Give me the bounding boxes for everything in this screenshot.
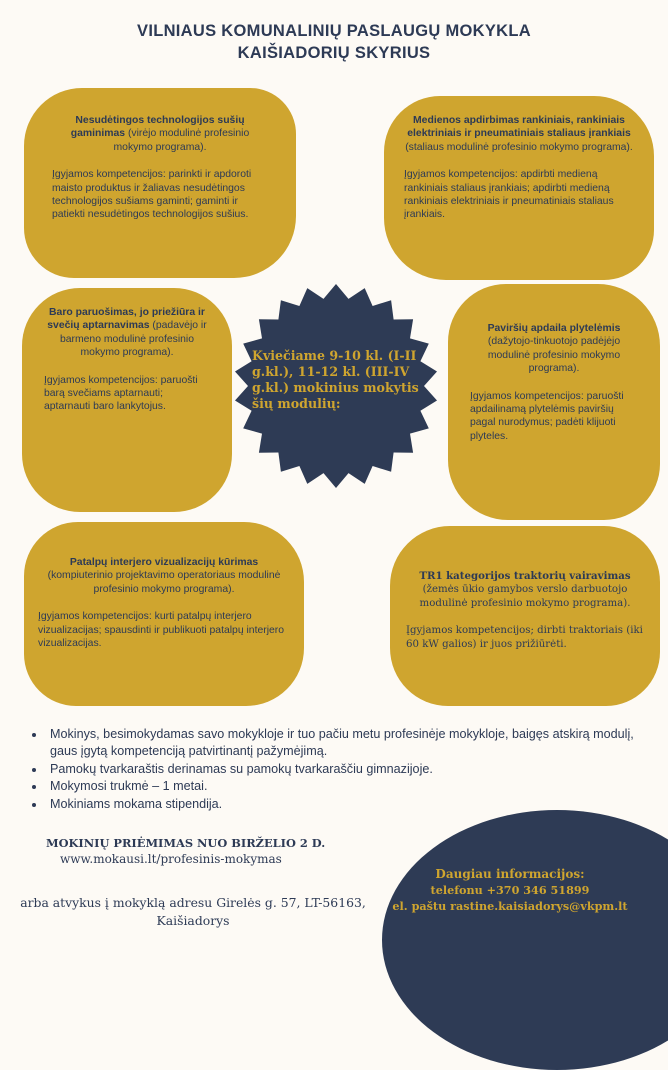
- contact-info: [392, 866, 628, 914]
- info-bullets: [32, 726, 646, 813]
- module-heading: [44, 306, 210, 360]
- admission-url[interactable]: www.mokausi.lt/profesinis-mokymas: [60, 852, 282, 866]
- module-program: (virėjo modulinė profesinio mokymo programa).: [113, 128, 250, 153]
- page-title: [0, 20, 668, 64]
- contact-circle: [382, 810, 668, 1070]
- module-heading: [406, 570, 644, 610]
- module-name: TR1 kategorijos traktorių vairavimas: [419, 570, 631, 582]
- module-name: Paviršių apdaila plytelėmis: [487, 323, 621, 334]
- module-name: Patalpų interjero vizualizacijų kūrimas: [69, 557, 259, 568]
- module-competencies: Įgyjamos kompetencijos: paruošti barą svečiams aptarnauti; aptarnauti baro lankytojus.: [44, 374, 198, 413]
- contact-phone[interactable]: telefonu +370 346 51899: [430, 883, 590, 897]
- module-program: (padavėjo ir barmeno modulinė profesinio mokymo programa).: [59, 320, 207, 359]
- module-card-tiling: [448, 284, 660, 520]
- module-program: (kompiuterinio projektavimo operatoriaus modulinė profesinio mokymo programa).: [47, 570, 281, 595]
- module-heading: [404, 114, 634, 154]
- module-name: Medienos apdirbimas rankiniais, rankiniais elektriniais ir pneumatiniais staliaus įrankiais: [407, 115, 631, 140]
- module-card-woodwork: [384, 96, 654, 280]
- module-competencies: Įgyjamos kompetencijos: kurti patalpų interjero vizualizacijas; spausdinti ir publikuoti patalpų interjero vizualizacijas.: [38, 611, 285, 650]
- module-card-bar: [22, 288, 232, 512]
- module-heading: [52, 114, 268, 154]
- module-program: (žemės ūkio gamybos verslo darbuotojo modulinė profesinio mokymo programa).: [419, 584, 631, 609]
- module-competencies: Įgyjamos kompetencijos: paruošti apdailinamą plytelėmis paviršių pagal nurodymus; padėti klijuoti plyteles.: [470, 390, 624, 442]
- module-program: (staliaus modulinė profesinio mokymo programa).: [405, 141, 633, 153]
- invitation-text: Kviečiame 9-10 kl. (I-II g.kl.), 11-12 kl. (III-IV g.kl.) mokinius mokytis šių modulių:: [252, 348, 419, 411]
- school-address: arba atvykus į mokyklą adresu Girelės g. 57, LT-56163, Kaišiadorys: [20, 895, 366, 928]
- module-competencies: Įgyjamos kompetencijos; dirbti traktoriais (iki 60 kW galios) ir juos prižiūrėti.: [406, 625, 643, 650]
- module-competencies: Įgyjamos kompetencijos: parinkti ir apdoroti maisto produktus ir žaliavas nesudėtingos technologijos sušiams gaminti; gaminti ir patiekti nesudėtingos technologijos sušius.: [52, 169, 252, 221]
- module-card-tractor: [390, 526, 660, 706]
- title-line-1: VILNIAUS KOMUNALINIŲ PASLAUGŲ MOKYKLA: [137, 22, 531, 40]
- module-heading: [38, 556, 290, 596]
- bullet-item: • Pamokų tvarkaraštis derinamas su pamokų tvarkaraščiu gimnazijoje.: [46, 761, 646, 778]
- title-line-2: KAIŠIADORIŲ SKYRIUS: [237, 44, 431, 62]
- bullet-item: • Mokymosi trukmė – 1 metai.: [46, 778, 646, 795]
- module-name: Baro paruošimas, jo priežiūra ir svečių aptarnavimas: [47, 307, 205, 332]
- module-name: Nesudėtingos technologijos sušių gaminimas: [70, 115, 245, 140]
- module-card-interior: [24, 522, 304, 706]
- bullet-item: • Mokiniams mokama stipendija.: [46, 796, 646, 813]
- contact-heading: Daugiau informacijos:: [435, 867, 585, 881]
- bullet-item: • Mokinys, besimokydamas savo mokykloje ir tuo pačiu metu profesinėje mokykloje, baigęs atskirą modulį, gaus įgytą kompetenciją patvirtinantį pažymėjimą.: [46, 726, 646, 761]
- module-competencies: Įgyjamos kompetencijos: apdirbti medieną rankiniais staliaus įrankiais; apdirbti medieną rankiniais elektriniais ir pneumatiniais staliaus įrankiais.: [404, 169, 614, 221]
- contact-email[interactable]: el. paštu rastine.kaisiadorys@vkpm.lt: [392, 899, 628, 913]
- admission-heading: MOKINIŲ PRIĖMIMAS NUO BIRŽELIO 2 D.: [46, 836, 326, 850]
- module-heading: [470, 322, 638, 376]
- module-program: (dažytojo-tinkuotojo padėjėjo modulinė profesinio mokymo programa).: [487, 336, 621, 375]
- module-card-sushi: [24, 88, 296, 278]
